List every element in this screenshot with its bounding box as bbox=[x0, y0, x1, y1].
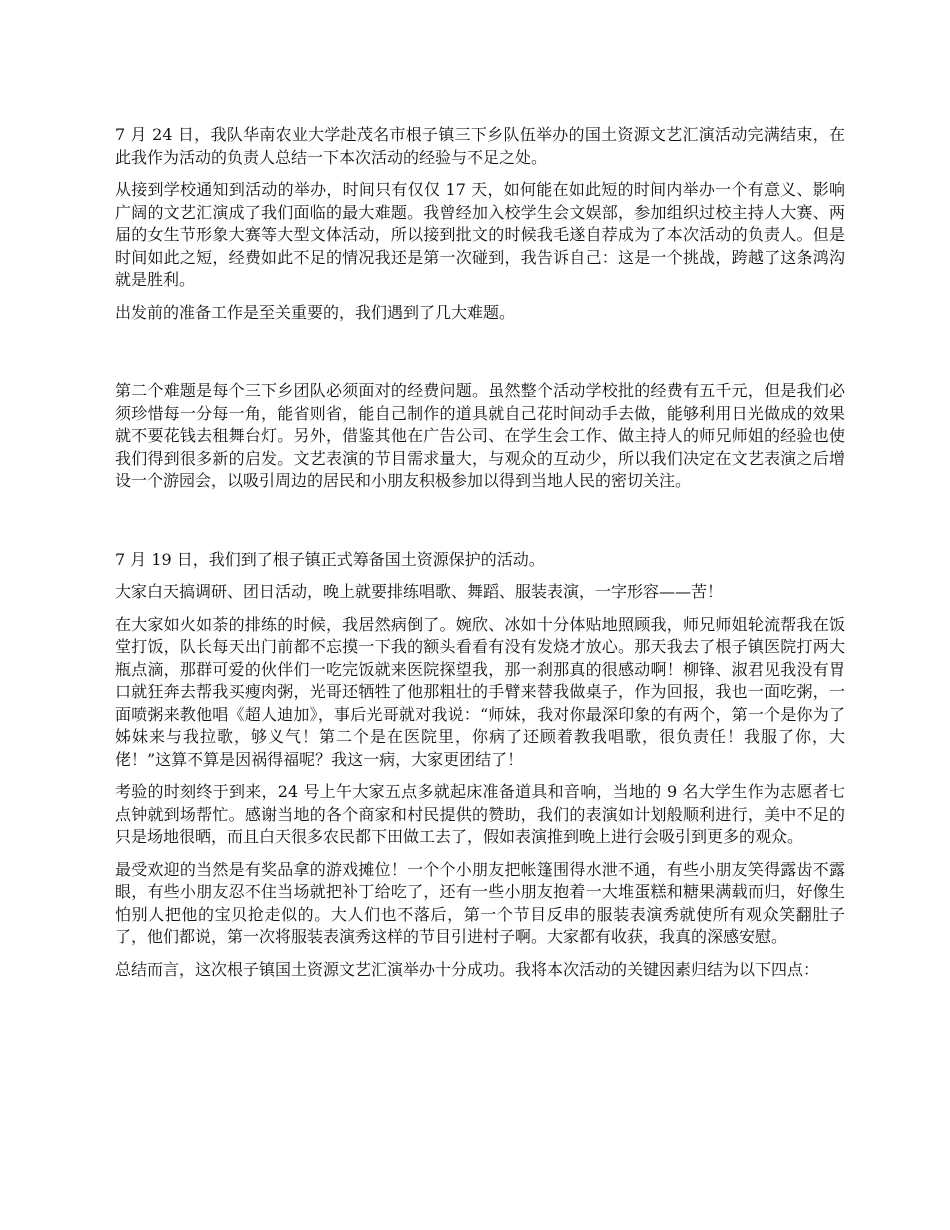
paragraph-funding: 第二个难题是每个三下乡团队必须面对的经费问题。虽然整个活动学校批的经费有五千元，但是我们必须珍惜每一分每一角，能省则省，能自己制作的道具就自己花时间动手去做，能够利用日光做成的效果就不要花钱去租舞台灯。另外，借鉴其他在广告公司、在学生会工作、做主持人的师兄师姐的经验也使我们得到很多新的启发。文艺表演的节目需求量大，与观众的互动少，所以我们决定在文艺表演之后增设一个游园会，以吸引周边的居民和小朋友积极参加以得到当地人民的密切关注。 bbox=[115, 381, 845, 490]
paragraph-timeline: 从接到学校通知到活动的举办，时间只有仅仅 17 天，如何能在如此短的时间内举办一个有意义、影响广阔的文艺汇演成了我们面临的最大难题。我曾经加入校学生会文娱部，参加组织过校主持人大赛、两届的女生节形象大赛等大型文体活动，所以接到批文的时候我毛遂自荐成为了本次活动的负责人。但是时间如此之短，经费如此不足的情况我还是第一次碰到，我告诉自己：这是一个挑战，跨越了这条鸿沟就是胜利。 bbox=[115, 180, 845, 289]
paragraph-conclusion: 总结而言，这次根子镇国土资源文艺汇演举办十分成功。我将本次活动的关键因素归结为以下四点： bbox=[115, 959, 820, 979]
blank-gap bbox=[115, 334, 845, 380]
paragraph-game-booths: 最受欢迎的当然是有奖品拿的游戏摊位！一个个小朋友把帐篷围得水泄不通，有些小朋友笑得露齿不露眼，有些小朋友忍不住当场就把补丁给吃了，还有一些小朋友抱着一大堆蛋糕和糖果满载而归，好像生怕别人把他的宝贝抢走似的。大人们也不落后，第一个节目反串的服装表演秀就使所有观众笑翻肚子了，他们都说，第一次将服装表演秀这样的节目引进村子啊。大家都有收获，我真的深感安慰。 bbox=[115, 859, 845, 946]
paragraph-preparation: 出发前的准备工作是至关重要的，我们遇到了几大难题。 bbox=[115, 302, 516, 322]
paragraph-illness: 在大家如火如荼的排练的时候，我居然病倒了。婉欣、冰如十分体贴地照顾我，师兄师姐轮流帮我在饭堂打饭，队长每天出门前都不忘摸一下我的额头看看有没有发烧才放心。那天我去了根子镇医院打两大瓶点滴，那群可爱的伙伴们一吃完饭就来医院探望我，那一刹那真的很感动啊！柳锋、淑君见我没有胃口就狂奔去帮我买瘦肉粥，光哥还牺牲了他那粗壮的手臂来替我做桌子，作为回报，我也一面吃粥，一面喷粥来教他唱《超人迪加》，事后光哥就对我说：“师妹，我对你最深印象的有两个，第一个是你为了姊妹来与我拉歌，够义气！第二个是在医院里，你病了还顾着教我唱歌，很负责任！我服了你，大佬！”这算不算是因祸得福呢？我这一病，大家更团结了！ bbox=[115, 614, 845, 769]
blank-gap bbox=[115, 503, 845, 549]
paragraph-arrival: 7 月 19 日，我们到了根子镇正式筹备国土资源保护的活动。 bbox=[115, 549, 545, 569]
paragraph-rehearsal: 大家白天搞调研、团日活动，晚上就要排练唱歌、舞蹈、服装表演，一字形容——苦！ bbox=[115, 582, 724, 601]
paragraph-performance-day: 考验的时刻终于到来，24 号上午大家五点多就起床准备道具和音响，当地的 9 名大学生作为志愿者七点钟就到场帮忙。感谢当地的各个商家和村民提供的赞助，我们的表演如计划般顺利进行，美中不足的只是场地很晒，而且白天很多农民都下田做工去了，假如表演推到晚上进行会吸引到更多的观众。 bbox=[115, 782, 845, 846]
document-page bbox=[115, 124, 845, 991]
paragraph-intro: 7 月 24 日，我队华南农业大学赴茂名市根子镇三下乡队伍举办的国土资源文艺汇演活动完满结束，在此我作为活动的负责人总结一下本次活动的经验与不足之处。 bbox=[115, 125, 845, 167]
